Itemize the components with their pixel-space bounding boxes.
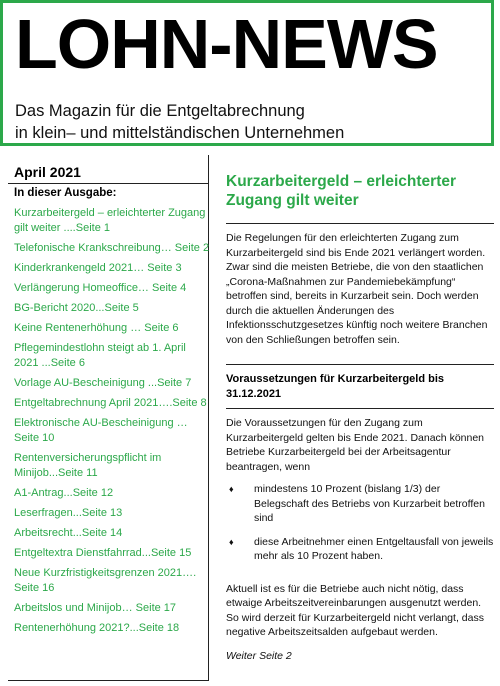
divider [226, 223, 494, 224]
divider [226, 364, 494, 365]
toc-item[interactable]: BG-Bericht 2020...Seite 5 [14, 302, 139, 314]
bullet-item [226, 535, 494, 564]
toc-item[interactable]: Neue Kurzfristigkeitsgrenzen 2021…. Seite 16 [14, 567, 197, 594]
toc-heading: In dieser Ausgabe: [14, 187, 117, 199]
continue-link[interactable]: Weiter Seite 2 [226, 649, 292, 662]
toc-item[interactable]: Kinderkrankengeld 2021… Seite 3 [14, 262, 182, 274]
divider [8, 183, 208, 184]
toc-item[interactable]: Arbeitsrecht...Seite 14 [14, 527, 123, 539]
toc-item[interactable]: Kurzarbeitergeld – erleichterter Zugang gilt weiter ....Seite 1 [14, 207, 206, 234]
toc-item[interactable]: Pflegemindestlohn steigt ab 1. April 2021 ...Seite 6 [14, 342, 186, 369]
bullet-text: mindestens 10 Prozent (bislang 1/3) der Belegschaft des Betriebs von Kurzarbeit betroffen sind [254, 483, 485, 524]
toc-item[interactable]: Rentenerhöhung 2021?...Seite 18 [14, 622, 180, 634]
toc-item[interactable]: Keine Rentenerhöhung … Seite 6 [14, 322, 179, 334]
toc-item[interactable]: Leserfragen...Seite 13 [14, 507, 123, 519]
toc-item[interactable]: Verlängerung Homeoffice… Seite 4 [14, 282, 187, 294]
diamond-bullet-icon: ♦ [229, 484, 234, 494]
article-body: Die Voraussetzungen für den Zugang zum Kurzarbeitergeld gelten bis Ende 2021. Danach können Betriebe Kurzarbeitergeld bei der Arbeitsagentur beantragen, wenn [226, 417, 485, 473]
toc-item[interactable]: Vorlage AU-Bescheinigung ...Seite 7 [14, 377, 192, 389]
masthead [0, 0, 494, 146]
bullet-item [226, 482, 494, 526]
masthead-title: LOHN-NEWS [15, 5, 438, 83]
toc-item[interactable]: Rentenversicherungspflicht im Minijob...Seite 11 [14, 452, 162, 479]
article-intro: Die Regelungen für den erleichterten Zugang zum Kurzarbeitergeld sind bis Ende 2021 verlängert worden. Zwar sind die meisten Betriebe, die von den staatlichen „Corona-Maßnahmen zur Pandemiebekämpfung“ betroffen sind, bereits in Kurzarbeit sein. Doch werden durch die aktuellen Änderungen des Infektionsschutzgesetzes künftig noch weitere Branchen von den Schließungen betroffen sein. [226, 232, 488, 346]
article-closing: Aktuell ist es für die Betriebe auch nicht nötig, dass etwaige Arbeitszeitvereinbarungen ausgenutzt werden. So wird derzeit für Kurzarbeitergeld nicht verlangt, dass negative Arbeitszeitsalden aufgebaut werden. [226, 582, 484, 638]
masthead-subtitle-line2: in klein– und mittelständischen Unternehmen [15, 124, 345, 142]
divider [226, 408, 494, 409]
diamond-bullet-icon: ♦ [229, 536, 234, 547]
toc-item[interactable]: Telefonische Krankschreibung… Seite 2 [14, 242, 210, 254]
bullet-text: diese Arbeitnehmer einen Entgeltausfall von jeweils mehr als 10 Prozent haben. [254, 535, 494, 562]
article-title: Kurzarbeitergeld – erleichterter Zugang gilt weiter [226, 173, 457, 209]
article-subheading: Voraussetzungen für Kurzarbeitergeld bis 31.12.2021 [226, 373, 445, 400]
toc-item[interactable]: A1-Antrag...Seite 12 [14, 487, 114, 499]
toc-list [14, 206, 210, 641]
masthead-subtitle [15, 100, 344, 144]
toc-item[interactable]: Entgeltabrechnung April 2021….Seite 8 [14, 397, 207, 409]
bullet-list [226, 482, 494, 564]
article [226, 172, 494, 662]
toc-item[interactable]: Arbeitslos und Minijob… Seite 17 [14, 602, 177, 614]
table-of-contents-sidebar [8, 155, 209, 681]
masthead-subtitle-line1: Das Magazin für die Entgeltabrechnung [15, 102, 305, 120]
issue-date: April 2021 [14, 164, 81, 180]
toc-item[interactable]: Entgeltextra Dienstfahrrad...Seite 15 [14, 547, 192, 559]
toc-item[interactable]: Elektronische AU-Bescheinigung … Seite 10 [14, 417, 188, 444]
